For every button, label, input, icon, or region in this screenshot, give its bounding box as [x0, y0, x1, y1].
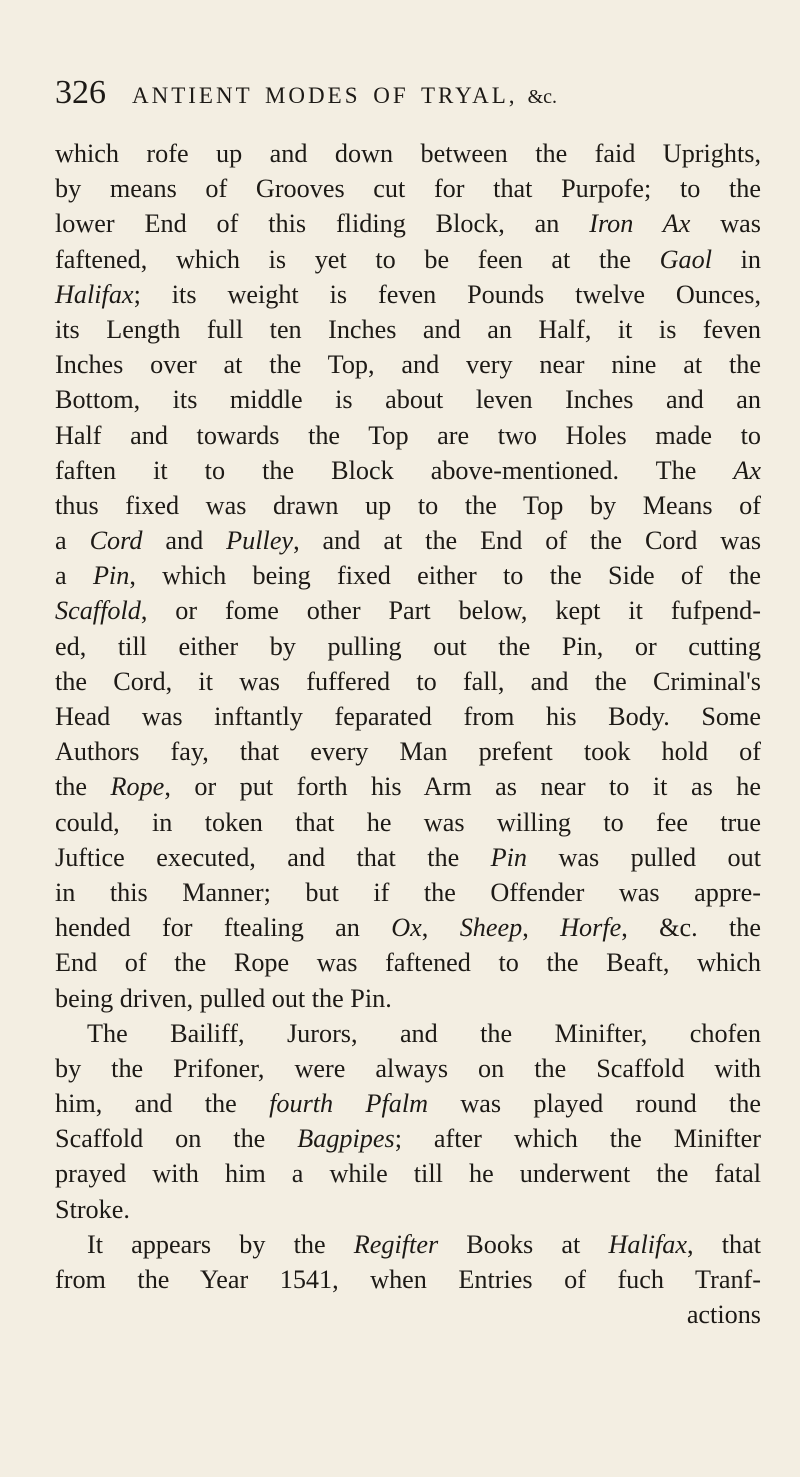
text-segment: Authors fay, that every Man prefent took hold of: [55, 737, 761, 767]
italic-text: Rope: [110, 772, 165, 802]
text-line: [55, 910, 761, 945]
text-line: [55, 347, 761, 382]
italic-text: Gaol: [659, 244, 712, 274]
text-line: [55, 593, 761, 628]
text-segment: It appears by the: [87, 1229, 354, 1259]
text-segment: and: [142, 526, 227, 556]
italic-text: Ox: [391, 913, 422, 943]
text-line: [55, 558, 761, 593]
text-line: [55, 769, 761, 804]
text-line: [55, 1121, 761, 1156]
text-line: [55, 1227, 761, 1262]
text-segment: Scaffold on the: [55, 1124, 298, 1154]
text-line: [55, 277, 761, 312]
text-line: [55, 453, 761, 488]
italic-text: Pin: [92, 561, 130, 591]
body-text: [55, 136, 761, 1332]
text-segment: ; its weight is feven Pounds twelve Ounces,: [133, 279, 761, 309]
italic-text: Bagpipes: [297, 1124, 395, 1154]
text-segment: Books at: [438, 1229, 609, 1259]
text-line: [55, 206, 761, 241]
italic-text: Ax: [733, 455, 761, 485]
text-line: [55, 1262, 761, 1297]
text-segment: which rofe up and down between the faid Uprights,: [55, 139, 761, 168]
text-segment: , or put forth his Arm as near to it as he: [164, 772, 761, 802]
text-segment: being driven, pulled out the Pin.: [55, 983, 392, 1013]
text-line: [55, 981, 761, 1016]
text-segment: Half and towards the Top are two Holes made to: [55, 420, 761, 450]
text-segment: its Length full ten Inches and an Half, it is feven: [55, 314, 761, 344]
text-line: [55, 523, 761, 558]
text-line: [55, 664, 761, 699]
text-segment: faftened, which is yet to be feen at the: [55, 244, 660, 274]
italic-text: Regifter: [353, 1229, 439, 1259]
text-segment: prayed with him a while till he underwent the fatal: [55, 1159, 761, 1189]
text-segment: ed, till either by pulling out the Pin, or cutting: [55, 631, 761, 661]
text-line: [55, 418, 761, 453]
text-line: [55, 840, 761, 875]
running-head-etc: &c.: [527, 86, 557, 108]
text-line: [55, 312, 761, 347]
text-segment: the: [55, 772, 111, 802]
italic-text: Pin: [490, 842, 528, 872]
italic-text: Pulley: [226, 526, 294, 556]
text-segment: ,: [522, 913, 561, 943]
running-head-title: ANTIENT MODES OF TRYAL,: [132, 83, 518, 108]
page-header: [55, 74, 755, 124]
text-line: [55, 171, 761, 206]
text-line: [55, 875, 761, 910]
text-segment: was played round the: [428, 1089, 762, 1119]
text-segment: Juftice executed, and that the: [55, 842, 491, 872]
text-line: [55, 699, 761, 734]
italic-text: Scaffold: [55, 596, 141, 626]
text-segment: Head was inftantly feparated from his Body. Some: [55, 702, 761, 731]
text-line: [55, 629, 761, 664]
text-segment: hended for ftealing an: [55, 913, 392, 943]
italic-text: Halifax: [608, 1229, 688, 1259]
text-line: [55, 242, 761, 277]
text-line: [55, 805, 761, 840]
italic-text: Horfe: [560, 913, 622, 943]
text-line: [55, 136, 761, 171]
text-segment: lower End of this fliding Block, an: [55, 209, 590, 239]
text-segment: Inches over at the Top, and very near nine at the: [55, 350, 761, 380]
text-segment: Bottom, its middle is about leven Inches and an: [55, 385, 761, 415]
running-head: [132, 83, 557, 109]
text-segment: in this Manner; but if the Offender was appre-: [55, 877, 761, 907]
text-segment: The Bailiff, Jurors, and the Minifter, chofen: [87, 1018, 761, 1048]
text-segment: faften it to the Block above-mentioned. The: [55, 455, 734, 485]
text-segment: , that: [687, 1229, 761, 1259]
text-segment: , and at the End of the Cord was: [293, 526, 762, 556]
text-segment: was pulled out: [527, 842, 761, 872]
text-segment: from the Year 1541, when Entries of fuch Tranf-: [55, 1265, 761, 1294]
text-segment: actions: [686, 1300, 761, 1330]
italic-text: Iron Ax: [589, 209, 691, 239]
italic-text: fourth Pfalm: [269, 1089, 429, 1119]
text-segment: ,: [421, 913, 460, 943]
text-segment: Stroke.: [55, 1194, 130, 1224]
text-segment: ; after which the Minifter: [394, 1124, 761, 1154]
text-line: [55, 488, 761, 523]
text-line: [55, 1192, 761, 1227]
text-line: [55, 734, 761, 769]
italic-text: Sheep: [459, 913, 523, 943]
text-line: [55, 1297, 761, 1332]
text-segment: the Cord, it was fuffered to fall, and the Criminal's: [55, 666, 761, 696]
text-segment: a: [55, 561, 93, 591]
text-segment: , which being fixed either to the Side of the: [129, 561, 761, 591]
text-segment: End of the Rope was faftened to the Beaft, which: [55, 948, 761, 978]
italic-text: Cord: [89, 526, 143, 556]
text-line: [55, 945, 761, 980]
text-segment: a: [55, 526, 90, 556]
text-segment: , &c. the: [621, 913, 762, 943]
text-line: [55, 1051, 761, 1086]
text-line: [55, 1016, 761, 1051]
page-number: 326: [55, 74, 106, 111]
text-segment: by means of Grooves cut for that Purpofe; to the: [55, 174, 761, 204]
italic-text: Halifax: [55, 279, 134, 309]
text-line: [55, 1086, 761, 1121]
text-segment: him, and the: [55, 1089, 270, 1119]
text-segment: was: [690, 209, 761, 239]
text-segment: by the Prifoner, were always on the Scaffold with: [55, 1053, 761, 1083]
text-segment: in: [711, 244, 761, 274]
text-segment: , or fome other Part below, kept it fufpend-: [140, 596, 761, 626]
text-segment: thus fixed was drawn up to the Top by Means of: [55, 490, 761, 520]
text-segment: could, in token that he was willing to fee true: [55, 807, 761, 837]
text-line: [55, 1156, 761, 1191]
text-line: [55, 382, 761, 417]
